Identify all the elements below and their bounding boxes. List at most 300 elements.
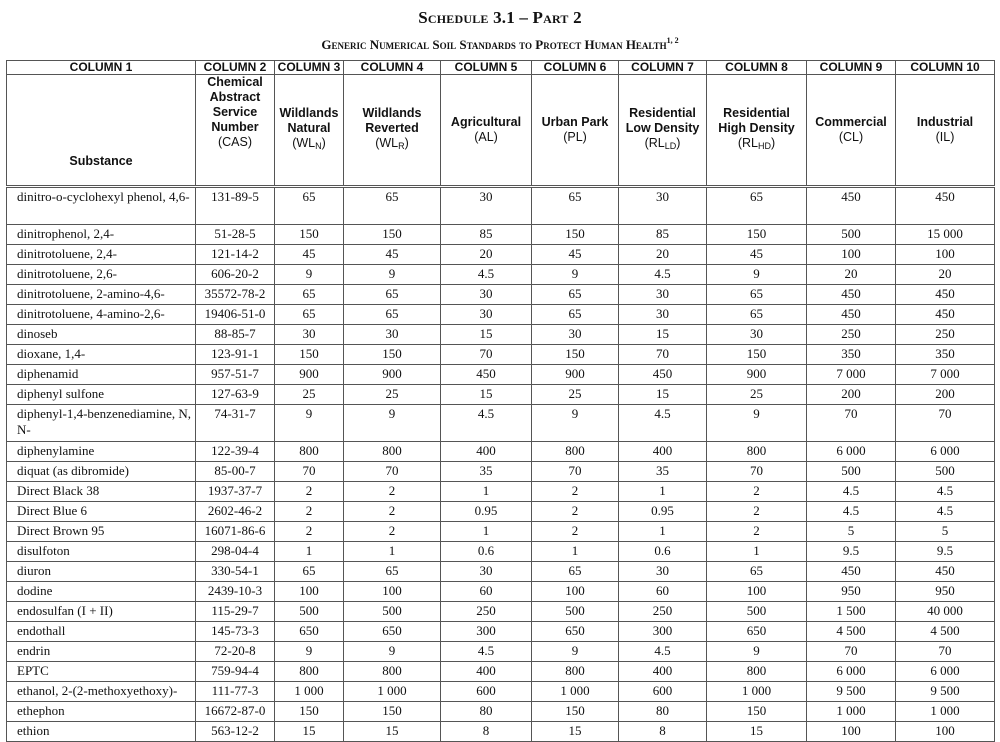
abbr-base: (RL [737, 136, 758, 150]
standard-value-cell: 800 [344, 662, 441, 682]
standard-value-cell: 1 [441, 522, 532, 542]
standard-value-cell: 900 [275, 365, 344, 385]
standard-value-cell: 4.5 [807, 502, 896, 522]
table-row [7, 522, 995, 542]
standard-value-cell: 40 000 [896, 602, 995, 622]
standard-value-cell: 650 [344, 622, 441, 642]
standard-value-cell: 30 [344, 325, 441, 345]
standard-value-cell: 6 000 [896, 442, 995, 462]
standard-value-cell: 9 [275, 642, 344, 662]
substance-cell: dinitrophenol, 2,4- [7, 225, 196, 245]
standard-value-cell: 9 [532, 265, 619, 285]
table-row [7, 325, 995, 345]
standard-value-cell: 65 [707, 187, 807, 225]
substance-cell: Direct Brown 95 [7, 522, 196, 542]
standard-value-cell: 200 [896, 385, 995, 405]
standard-value-cell: 150 [344, 702, 441, 722]
standard-value-cell: 85 [441, 225, 532, 245]
column-number: COLUMN 3 [275, 61, 344, 75]
column-number: COLUMN 8 [707, 61, 807, 75]
header-line: Abstract [209, 90, 261, 104]
table-row [7, 385, 995, 405]
standard-value-cell: 150 [344, 225, 441, 245]
standard-value-cell: 1 [441, 482, 532, 502]
standard-value-cell: 800 [532, 662, 619, 682]
header-agricultural [441, 75, 532, 187]
header-substance: Substance [7, 75, 196, 187]
substance-cell: EPTC [7, 662, 196, 682]
standard-value-cell: 0.95 [619, 502, 707, 522]
standard-value-cell: 70 [532, 462, 619, 482]
cas-cell: 16071-86-6 [196, 522, 275, 542]
standard-value-cell: 25 [344, 385, 441, 405]
substance-cell: ethephon [7, 702, 196, 722]
cas-cell: 122-39-4 [196, 442, 275, 462]
header-line: Wildlands [362, 106, 422, 120]
table-row [7, 305, 995, 325]
standard-value-cell: 85 [619, 225, 707, 245]
standard-value-cell: 100 [275, 582, 344, 602]
standard-value-cell: 4.5 [441, 405, 532, 442]
substance-cell: dinitrotoluene, 4-amino-2,6- [7, 305, 196, 325]
standard-value-cell: 65 [344, 562, 441, 582]
column-number: COLUMN 10 [896, 61, 995, 75]
abbr-base: (WL [292, 136, 316, 150]
standard-value-cell: 30 [619, 305, 707, 325]
standard-value-cell: 4.5 [896, 482, 995, 502]
standard-value-cell: 45 [707, 245, 807, 265]
standard-value-cell: 950 [896, 582, 995, 602]
standard-value-cell: 60 [441, 582, 532, 602]
standard-value-cell: 70 [807, 405, 896, 442]
standard-value-cell: 100 [344, 582, 441, 602]
header-line: Residential [723, 106, 790, 120]
standard-value-cell: 65 [344, 305, 441, 325]
standard-value-cell: 150 [275, 702, 344, 722]
standard-value-cell: 1 000 [807, 702, 896, 722]
standard-value-cell: 300 [441, 622, 532, 642]
standard-value-cell: 30 [441, 285, 532, 305]
standard-value-cell: 600 [619, 682, 707, 702]
standard-value-cell: 2 [344, 482, 441, 502]
cas-cell: 298-04-4 [196, 542, 275, 562]
standard-value-cell: 15 [707, 722, 807, 742]
standard-value-cell: 500 [807, 462, 896, 482]
cas-cell: 74-31-7 [196, 405, 275, 442]
standard-value-cell: 65 [707, 562, 807, 582]
standard-value-cell: 150 [532, 702, 619, 722]
abbr-end: ) [676, 136, 681, 150]
abbr-sub: HD [757, 141, 771, 151]
table-row [7, 682, 995, 702]
standard-value-cell: 65 [532, 562, 619, 582]
table-row [7, 225, 995, 245]
standard-value-cell: 4.5 [441, 642, 532, 662]
standard-value-cell: 20 [807, 265, 896, 285]
header-line: Wildlands [279, 106, 339, 120]
standard-value-cell: 350 [896, 345, 995, 365]
standard-value-cell: 100 [896, 245, 995, 265]
substance-cell: Direct Blue 6 [7, 502, 196, 522]
standard-value-cell: 2 [344, 522, 441, 542]
standard-value-cell: 9 [344, 405, 441, 442]
header-wildlands-reverted [344, 75, 441, 187]
table-row [7, 482, 995, 502]
standard-value-cell: 25 [707, 385, 807, 405]
standard-value-cell: 7 000 [896, 365, 995, 385]
standard-value-cell: 150 [532, 225, 619, 245]
header-abbr: (CAS) [217, 135, 253, 149]
standard-value-cell: 65 [532, 285, 619, 305]
standard-value-cell: 15 [344, 722, 441, 742]
table-row [7, 245, 995, 265]
standard-value-cell: 15 [532, 722, 619, 742]
header-cas [196, 75, 275, 187]
standard-value-cell: 45 [532, 245, 619, 265]
standard-value-cell: 35 [619, 462, 707, 482]
standard-value-cell: 30 [532, 325, 619, 345]
standard-value-cell: 450 [896, 285, 995, 305]
standard-value-cell: 1 [275, 542, 344, 562]
substance-cell: diphenylamine [7, 442, 196, 462]
standard-value-cell: 45 [275, 245, 344, 265]
cas-cell: 759-94-4 [196, 662, 275, 682]
standard-value-cell: 500 [344, 602, 441, 622]
standard-value-cell: 500 [707, 602, 807, 622]
standard-value-cell: 9 [532, 405, 619, 442]
standard-value-cell: 8 [441, 722, 532, 742]
cas-cell: 35572-78-2 [196, 285, 275, 305]
cas-cell: 563-12-2 [196, 722, 275, 742]
column-number: COLUMN 1 [7, 61, 196, 75]
standard-value-cell: 2 [707, 502, 807, 522]
header-abbr: (PL) [563, 130, 587, 144]
substance-cell: disulfoton [7, 542, 196, 562]
standard-value-cell: 70 [344, 462, 441, 482]
cas-cell: 16672-87-0 [196, 702, 275, 722]
standard-value-cell: 800 [707, 442, 807, 462]
standard-value-cell: 150 [275, 345, 344, 365]
header-abbr [346, 136, 438, 154]
standard-value-cell: 500 [896, 462, 995, 482]
standard-value-cell: 4.5 [441, 265, 532, 285]
table-row [7, 285, 995, 305]
standard-value-cell: 150 [532, 345, 619, 365]
standard-value-cell: 1 [707, 542, 807, 562]
standard-value-cell: 300 [619, 622, 707, 642]
header-residential-low-density [619, 75, 707, 187]
subtitle-text: Generic Numerical Soil Standards to Protect Human Health [321, 37, 667, 52]
substance-cell: dioxane, 1,4- [7, 345, 196, 365]
standard-value-cell: 250 [896, 325, 995, 345]
standard-value-cell: 9 [707, 642, 807, 662]
standard-value-cell: 450 [807, 187, 896, 225]
standard-value-cell: 2 [707, 522, 807, 542]
standard-value-cell: 35 [441, 462, 532, 482]
standard-value-cell: 2 [532, 522, 619, 542]
standard-value-cell: 800 [275, 662, 344, 682]
standard-value-cell: 100 [807, 245, 896, 265]
standard-value-cell: 30 [441, 562, 532, 582]
standard-value-cell: 70 [619, 345, 707, 365]
header-line: Urban Park [541, 115, 609, 129]
standard-value-cell: 4 500 [807, 622, 896, 642]
standard-value-cell: 4.5 [896, 502, 995, 522]
standard-value-cell: 9 500 [896, 682, 995, 702]
standard-value-cell: 30 [707, 325, 807, 345]
standard-value-cell: 200 [807, 385, 896, 405]
standard-value-cell: 15 000 [896, 225, 995, 245]
substance-cell: dinitrotoluene, 2,4- [7, 245, 196, 265]
standard-value-cell: 1 500 [807, 602, 896, 622]
standard-value-cell: 0.6 [619, 542, 707, 562]
substance-cell: dinitrotoluene, 2-amino-4,6- [7, 285, 196, 305]
standard-value-cell: 900 [707, 365, 807, 385]
table-row [7, 345, 995, 365]
cas-cell: 123-91-1 [196, 345, 275, 365]
standard-value-cell: 4.5 [619, 265, 707, 285]
table-row [7, 662, 995, 682]
standard-value-cell: 15 [441, 325, 532, 345]
standard-value-cell: 2 [707, 482, 807, 502]
standard-value-cell: 100 [807, 722, 896, 742]
standard-value-cell: 900 [344, 365, 441, 385]
subtitle-footnote-refs: 1, 2 [666, 36, 679, 45]
standard-value-cell: 80 [619, 702, 707, 722]
table-row [7, 622, 995, 642]
column-number: COLUMN 7 [619, 61, 707, 75]
substance-cell: ethanol, 2-(2-methoxyethoxy)- [7, 682, 196, 702]
header-wildlands-natural [275, 75, 344, 187]
cas-cell: 145-73-3 [196, 622, 275, 642]
substance-cell: endrin [7, 642, 196, 662]
standard-value-cell: 1 000 [275, 682, 344, 702]
standard-value-cell: 9 [275, 265, 344, 285]
standard-value-cell: 400 [619, 442, 707, 462]
standard-value-cell: 30 [619, 285, 707, 305]
standard-value-cell: 9 [707, 265, 807, 285]
standard-value-cell: 600 [441, 682, 532, 702]
table-row [7, 405, 995, 442]
standard-value-cell: 6 000 [807, 442, 896, 462]
standard-value-cell: 9.5 [896, 542, 995, 562]
standard-value-cell: 650 [275, 622, 344, 642]
standard-value-cell: 30 [619, 562, 707, 582]
table-row [7, 265, 995, 285]
table-row [7, 562, 995, 582]
table-row [7, 442, 995, 462]
standard-value-cell: 450 [807, 305, 896, 325]
standard-value-cell: 450 [896, 305, 995, 325]
standard-value-cell: 0.95 [441, 502, 532, 522]
standard-value-cell: 15 [275, 722, 344, 742]
header-line: High Density [718, 121, 795, 135]
abbr-base: (WL [375, 136, 399, 150]
standard-value-cell: 9 500 [807, 682, 896, 702]
cas-cell: 2439-10-3 [196, 582, 275, 602]
standard-value-cell: 100 [896, 722, 995, 742]
substance-cell: Direct Black 38 [7, 482, 196, 502]
header-commercial [807, 75, 896, 187]
standard-value-cell: 900 [532, 365, 619, 385]
standard-value-cell: 65 [275, 187, 344, 225]
abbr-end: ) [404, 136, 409, 150]
column-number: COLUMN 5 [441, 61, 532, 75]
substance-cell: dinoseb [7, 325, 196, 345]
standard-value-cell: 65 [275, 305, 344, 325]
standard-value-cell: 250 [441, 602, 532, 622]
cas-cell: 88-85-7 [196, 325, 275, 345]
standard-value-cell: 4.5 [619, 405, 707, 442]
standard-value-cell: 4.5 [807, 482, 896, 502]
standard-value-cell: 500 [807, 225, 896, 245]
table-row [7, 642, 995, 662]
column-number-row [7, 61, 995, 75]
standard-value-cell: 65 [275, 285, 344, 305]
header-line: Low Density [625, 121, 700, 135]
standard-value-cell: 1 [619, 522, 707, 542]
standard-value-cell: 15 [441, 385, 532, 405]
header-abbr [277, 136, 341, 154]
standard-value-cell: 1 000 [532, 682, 619, 702]
standard-value-cell: 800 [344, 442, 441, 462]
standard-value-cell: 2 [275, 522, 344, 542]
standard-value-cell: 25 [275, 385, 344, 405]
standard-value-cell: 65 [344, 285, 441, 305]
cas-cell: 121-14-2 [196, 245, 275, 265]
cas-cell: 1937-37-7 [196, 482, 275, 502]
header-line: Residential [629, 106, 696, 120]
standard-value-cell: 70 [707, 462, 807, 482]
standard-value-cell: 9 [532, 642, 619, 662]
standard-value-cell: 650 [707, 622, 807, 642]
standard-value-cell: 1 [344, 542, 441, 562]
header-line: Industrial [916, 115, 974, 129]
standard-value-cell: 1 000 [707, 682, 807, 702]
standard-value-cell: 65 [532, 187, 619, 225]
standard-value-cell: 30 [441, 187, 532, 225]
standard-value-cell: 15 [619, 325, 707, 345]
standard-value-cell: 650 [532, 622, 619, 642]
cas-cell: 72-20-8 [196, 642, 275, 662]
standard-value-cell: 350 [807, 345, 896, 365]
standard-value-cell: 1 000 [344, 682, 441, 702]
cas-cell: 606-20-2 [196, 265, 275, 285]
standard-value-cell: 2 [344, 502, 441, 522]
standard-value-cell: 70 [275, 462, 344, 482]
table-row [7, 722, 995, 742]
standard-value-cell: 30 [275, 325, 344, 345]
substance-cell: dinitro-o-cyclohexyl phenol, 4,6- [7, 187, 196, 225]
standard-value-cell: 60 [619, 582, 707, 602]
header-line: Service [212, 105, 258, 119]
table-row [7, 582, 995, 602]
standard-value-cell: 8 [619, 722, 707, 742]
standard-value-cell: 800 [275, 442, 344, 462]
standard-value-cell: 65 [344, 187, 441, 225]
column-number: COLUMN 4 [344, 61, 441, 75]
standard-value-cell: 5 [896, 522, 995, 542]
column-number: COLUMN 2 [196, 61, 275, 75]
cas-cell: 19406-51-0 [196, 305, 275, 325]
standard-value-cell: 30 [619, 187, 707, 225]
standard-value-cell: 9 [344, 642, 441, 662]
substance-cell: ethion [7, 722, 196, 742]
standard-value-cell: 2 [532, 502, 619, 522]
standard-value-cell: 500 [275, 602, 344, 622]
table-row [7, 702, 995, 722]
standard-value-cell: 70 [896, 405, 995, 442]
standard-value-cell: 70 [896, 642, 995, 662]
cas-cell: 131-89-5 [196, 187, 275, 225]
soil-standards-table [6, 60, 995, 742]
standard-value-cell: 150 [707, 345, 807, 365]
abbr-end: ) [770, 136, 776, 150]
standard-value-cell: 400 [619, 662, 707, 682]
standard-value-cell: 6 000 [807, 662, 896, 682]
standard-value-cell: 450 [896, 562, 995, 582]
standard-value-cell: 70 [807, 642, 896, 662]
substance-cell: diphenyl sulfone [7, 385, 196, 405]
cas-cell: 127-63-9 [196, 385, 275, 405]
cas-cell: 115-29-7 [196, 602, 275, 622]
standard-value-cell: 100 [707, 582, 807, 602]
standard-value-cell: 7 000 [807, 365, 896, 385]
cas-cell: 111-77-3 [196, 682, 275, 702]
standard-value-cell: 500 [532, 602, 619, 622]
standard-value-cell: 400 [441, 662, 532, 682]
cas-cell: 85-00-7 [196, 462, 275, 482]
standard-value-cell: 70 [441, 345, 532, 365]
abbr-base: (RL [644, 136, 665, 150]
standard-value-cell: 100 [532, 582, 619, 602]
standard-value-cell: 450 [619, 365, 707, 385]
standard-value-cell: 65 [707, 305, 807, 325]
cas-cell: 957-51-7 [196, 365, 275, 385]
standard-value-cell: 9.5 [807, 542, 896, 562]
standard-value-cell: 2 [275, 482, 344, 502]
standard-value-cell: 150 [344, 345, 441, 365]
standard-value-cell: 800 [707, 662, 807, 682]
table-row [7, 602, 995, 622]
schedule-subtitle [0, 36, 1000, 53]
header-industrial [896, 75, 995, 187]
standard-value-cell: 15 [619, 385, 707, 405]
standard-value-cell: 250 [619, 602, 707, 622]
header-abbr: (CL) [838, 130, 864, 144]
cas-cell: 2602-46-2 [196, 502, 275, 522]
standard-value-cell: 800 [532, 442, 619, 462]
standard-value-cell: 400 [441, 442, 532, 462]
cas-cell: 51-28-5 [196, 225, 275, 245]
substance-cell: endothall [7, 622, 196, 642]
header-line: Number [211, 120, 259, 134]
standard-value-cell: 1 000 [896, 702, 995, 722]
table-row [7, 187, 995, 225]
standard-value-cell: 9 [707, 405, 807, 442]
header-residential-high-density [707, 75, 807, 187]
standard-value-cell: 30 [441, 305, 532, 325]
header-abbr [621, 136, 704, 154]
schedule-title: Schedule 3.1 – Part 2 [418, 8, 582, 27]
standard-value-cell: 4 500 [896, 622, 995, 642]
standard-value-cell: 20 [896, 265, 995, 285]
column-number: COLUMN 6 [532, 61, 619, 75]
header-urban-park [532, 75, 619, 187]
abbr-end: ) [321, 136, 326, 150]
standard-value-cell: 2 [275, 502, 344, 522]
cas-cell: 330-54-1 [196, 562, 275, 582]
